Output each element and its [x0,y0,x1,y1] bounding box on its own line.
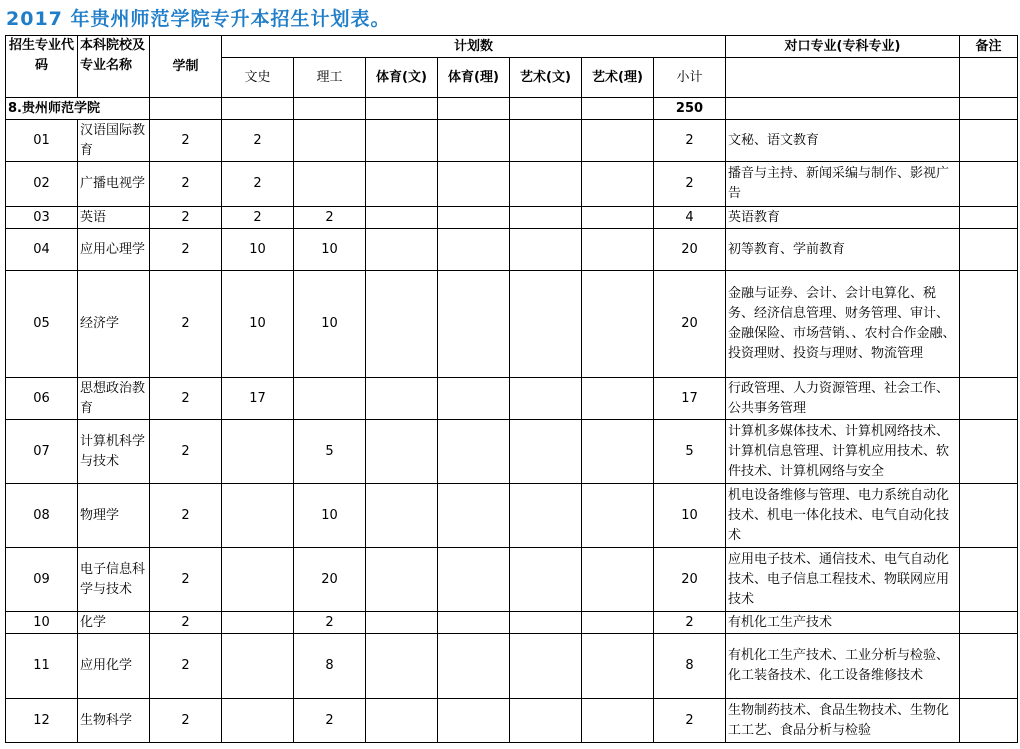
row-count-yishu-li [582,548,654,612]
row-subtotal: 4 [654,207,726,229]
row-count-ligong: 5 [294,420,366,484]
row-code: 09 [6,548,78,612]
enrollment-plan-table [5,35,1018,743]
row-count-tiyu-wen [366,484,438,548]
section-row [6,98,1018,120]
row-code: 11 [6,634,78,699]
row-years: 2 [150,699,222,743]
row-related-majors: 初等教育、学前教育 [726,229,960,271]
table-row [6,548,1018,612]
section-total: 250 [654,98,726,120]
row-related-majors: 生物制药技术、食品生物技术、生物化工工艺、食品分析与检验 [726,699,960,743]
row-count-wenshi: 2 [222,162,294,207]
row-related-majors: 播音与主持、新闻采编与制作、影视广告 [726,162,960,207]
row-code: 05 [6,271,78,378]
row-count-tiyu-li [438,484,510,548]
row-subtotal: 20 [654,271,726,378]
row-count-ligong: 2 [294,207,366,229]
row-note [960,378,1018,420]
table-row [6,378,1018,420]
header-plan-col: 小计 [654,58,726,98]
row-major: 物理学 [78,484,150,548]
row-years: 2 [150,634,222,699]
row-count-yishu-wen [510,612,582,634]
row-major: 应用化学 [78,634,150,699]
row-count-wenshi: 10 [222,271,294,378]
row-count-wenshi: 10 [222,229,294,271]
row-years: 2 [150,548,222,612]
row-note [960,120,1018,162]
row-years: 2 [150,229,222,271]
row-count-ligong [294,162,366,207]
row-count-ligong [294,120,366,162]
row-code: 02 [6,162,78,207]
row-subtotal: 2 [654,699,726,743]
header-years: 学制 [150,36,222,98]
row-years: 2 [150,484,222,548]
row-count-tiyu-li [438,120,510,162]
row-count-ligong: 10 [294,484,366,548]
row-years: 2 [150,420,222,484]
row-code: 06 [6,378,78,420]
row-note [960,420,1018,484]
row-major: 计算机科学与技术 [78,420,150,484]
row-subtotal: 2 [654,120,726,162]
row-major: 电子信息科学与技术 [78,548,150,612]
row-subtotal: 20 [654,229,726,271]
row-years: 2 [150,612,222,634]
row-subtotal: 10 [654,484,726,548]
row-note [960,699,1018,743]
row-count-tiyu-li [438,612,510,634]
row-count-yishu-wen [510,699,582,743]
row-count-yishu-li [582,484,654,548]
section-name: 8.贵州师范学院 [6,98,150,120]
row-count-yishu-li [582,699,654,743]
row-count-ligong: 2 [294,612,366,634]
row-count-tiyu-wen [366,699,438,743]
row-count-tiyu-li [438,548,510,612]
row-note [960,207,1018,229]
row-subtotal: 17 [654,378,726,420]
header-plan-col: 艺术(文) [510,58,582,98]
row-major: 思想政治教育 [78,378,150,420]
row-major: 英语 [78,207,150,229]
table-row [6,699,1018,743]
row-subtotal: 2 [654,162,726,207]
row-count-yishu-li [582,229,654,271]
row-count-tiyu-wen [366,420,438,484]
row-major: 应用心理学 [78,229,150,271]
row-note [960,271,1018,378]
header-plan-col: 体育(文) [366,58,438,98]
row-count-wenshi: 2 [222,207,294,229]
row-count-tiyu-wen [366,162,438,207]
row-years: 2 [150,120,222,162]
row-code: 03 [6,207,78,229]
row-subtotal: 8 [654,634,726,699]
row-count-tiyu-li [438,699,510,743]
row-count-ligong: 10 [294,229,366,271]
table-row [6,271,1018,378]
row-subtotal: 20 [654,548,726,612]
row-related-majors: 有机化工生产技术、工业分析与检验、化工装备技术、化工设备维修技术 [726,634,960,699]
row-count-tiyu-li [438,378,510,420]
table-row [6,484,1018,548]
row-code: 12 [6,699,78,743]
row-note [960,229,1018,271]
header-plan-col: 艺术(理) [582,58,654,98]
row-related-majors: 文秘、语文教育 [726,120,960,162]
row-count-yishu-li [582,120,654,162]
table-row [6,420,1018,484]
row-major: 汉语国际教育 [78,120,150,162]
row-count-yishu-li [582,162,654,207]
row-major: 经济学 [78,271,150,378]
row-major: 化学 [78,612,150,634]
page-title: 2017 年贵州师范学院专升本招生计划表。 [6,8,391,30]
row-code: 04 [6,229,78,271]
row-note [960,484,1018,548]
row-count-yishu-wen [510,207,582,229]
row-count-wenshi [222,420,294,484]
row-count-yishu-wen [510,120,582,162]
header-related: 对口专业(专科专业) [726,36,960,58]
row-count-tiyu-wen [366,548,438,612]
row-count-tiyu-wen [366,207,438,229]
row-note [960,162,1018,207]
row-code: 01 [6,120,78,162]
row-count-tiyu-li [438,420,510,484]
table-row [6,120,1018,162]
row-count-tiyu-li [438,229,510,271]
header-plan-col: 文史 [222,58,294,98]
row-count-yishu-wen [510,484,582,548]
header-code: 招生专业代码 [6,36,78,98]
row-count-yishu-li [582,612,654,634]
header-plan: 计划数 [222,36,726,58]
row-count-yishu-wen [510,162,582,207]
header-plan-col: 体育(理) [438,58,510,98]
row-count-ligong: 20 [294,548,366,612]
header-note-empty [960,58,1018,98]
row-years: 2 [150,162,222,207]
header-note: 备注 [960,36,1018,58]
table-row [6,229,1018,271]
row-count-yishu-wen [510,271,582,378]
row-count-tiyu-wen [366,378,438,420]
row-major: 生物科学 [78,699,150,743]
row-code: 07 [6,420,78,484]
row-years: 2 [150,207,222,229]
row-count-yishu-li [582,207,654,229]
row-count-wenshi: 2 [222,120,294,162]
row-count-ligong: 8 [294,634,366,699]
table-row [6,162,1018,207]
row-count-tiyu-li [438,162,510,207]
row-related-majors: 金融与证券、会计、会计电算化、税务、经济信息管理、财务管理、审计、金融保险、市场营销、、农村合作金融、投资理财、投资与理财、物流管理 [726,271,960,378]
header-related-empty [726,58,960,98]
row-note [960,634,1018,699]
row-note [960,612,1018,634]
row-count-tiyu-wen [366,229,438,271]
row-subtotal: 5 [654,420,726,484]
row-related-majors: 应用电子技术、通信技术、电气自动化技术、电子信息工程技术、物联网应用技术 [726,548,960,612]
row-count-yishu-wen [510,548,582,612]
row-count-ligong [294,378,366,420]
row-count-yishu-li [582,420,654,484]
row-years: 2 [150,378,222,420]
row-related-majors: 有机化工生产技术 [726,612,960,634]
row-related-majors: 行政管理、人力资源管理、社会工作、公共事务管理 [726,378,960,420]
row-count-tiyu-wen [366,271,438,378]
row-code: 08 [6,484,78,548]
row-count-ligong: 10 [294,271,366,378]
row-count-tiyu-li [438,634,510,699]
row-count-ligong: 2 [294,699,366,743]
row-related-majors: 计算机多媒体技术、计算机网络技术、计算机信息管理、计算机应用技术、软件技术、计算机网络与安全 [726,420,960,484]
row-count-wenshi [222,548,294,612]
row-count-wenshi: 17 [222,378,294,420]
row-count-tiyu-wen [366,612,438,634]
row-count-wenshi [222,612,294,634]
row-count-yishu-wen [510,229,582,271]
row-count-yishu-li [582,378,654,420]
row-count-wenshi [222,699,294,743]
row-count-yishu-wen [510,634,582,699]
table-row [6,612,1018,634]
row-note [960,548,1018,612]
row-count-yishu-wen [510,378,582,420]
row-count-yishu-wen [510,420,582,484]
row-count-wenshi [222,484,294,548]
table-row [6,634,1018,699]
row-count-tiyu-li [438,271,510,378]
row-count-tiyu-wen [366,120,438,162]
row-subtotal: 2 [654,612,726,634]
row-count-tiyu-li [438,207,510,229]
row-code: 10 [6,612,78,634]
row-major: 广播电视学 [78,162,150,207]
header-plan-col: 理工 [294,58,366,98]
row-count-yishu-li [582,271,654,378]
row-years: 2 [150,271,222,378]
header-major: 本科院校及专业名称 [78,36,150,98]
row-count-tiyu-wen [366,634,438,699]
row-related-majors: 英语教育 [726,207,960,229]
row-count-wenshi [222,634,294,699]
row-related-majors: 机电设备维修与管理、电力系统自动化技术、机电一体化技术、电气自动化技术 [726,484,960,548]
table-row [6,207,1018,229]
row-count-yishu-li [582,634,654,699]
